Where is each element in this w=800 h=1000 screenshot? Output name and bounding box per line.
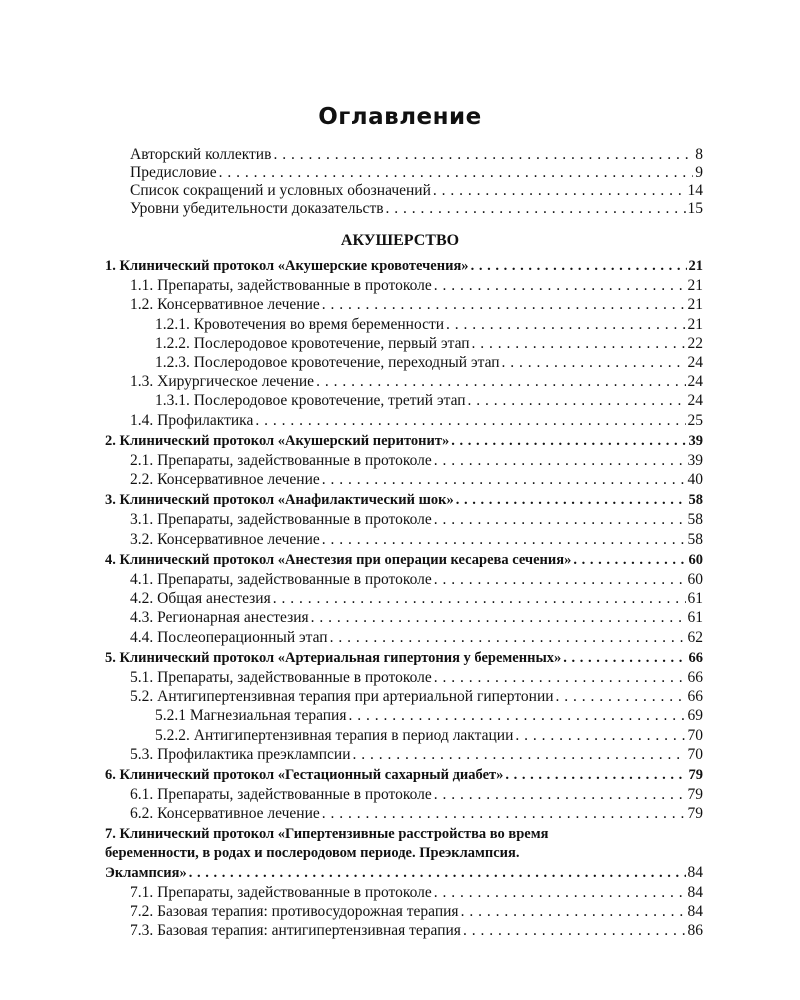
toc-entry[interactable] — [105, 470, 703, 489]
leader-dots — [353, 745, 686, 764]
leader-dots — [573, 551, 686, 570]
leader-dots — [386, 200, 686, 218]
toc-label: Эклампсия» — [105, 865, 187, 882]
toc-label: Авторский коллектив — [130, 146, 272, 163]
toc-label: 1.3.1. Послеродовое кровотечение, третий этап — [155, 392, 466, 410]
toc-entry[interactable] — [105, 745, 703, 764]
toc-page: 58 — [687, 511, 703, 529]
toc-page: 21 — [687, 277, 703, 295]
leader-dots — [515, 726, 685, 745]
toc-entry[interactable] — [105, 530, 703, 549]
toc-label: 1.3. Хирургическое лечение — [130, 373, 315, 391]
toc-entry[interactable] — [130, 146, 703, 164]
leader-dots — [434, 451, 686, 470]
toc-entry[interactable] — [105, 726, 703, 745]
toc-page: 84 — [687, 864, 703, 882]
toc-entry[interactable] — [105, 628, 703, 647]
leader-dots — [255, 411, 685, 430]
toc-entry[interactable] — [105, 902, 703, 921]
leader-dots — [456, 491, 687, 510]
toc-label: 5.1. Препараты, задействованные в протоколе — [130, 668, 432, 686]
toc-label: 7.2. Базовая терапия: противосудорожная терапия — [130, 902, 459, 920]
toc-page: 84 — [687, 883, 703, 901]
toc-entry[interactable] — [105, 372, 703, 391]
toc-protocol-7-line1[interactable]: 7. Клинический протокол «Гипертензивные расстройства во время — [105, 826, 549, 843]
leader-dots — [433, 182, 686, 200]
toc-protocol-entry[interactable] — [105, 551, 703, 570]
toc-entry[interactable] — [130, 164, 703, 182]
toc-page: 40 — [687, 471, 703, 489]
toc-page: 24 — [687, 392, 703, 410]
leader-dots — [348, 706, 685, 725]
toc-page: 24 — [687, 353, 703, 371]
toc-page: 24 — [687, 373, 703, 391]
toc-label: 6. Клинический протокол «Гестационный сахарный диабет» — [105, 766, 504, 783]
toc-entry[interactable] — [105, 804, 703, 823]
toc-label: Список сокращений и условных обозначений — [130, 182, 431, 199]
toc-protocol-entry[interactable] — [105, 257, 703, 276]
toc-page: 79 — [687, 786, 703, 804]
toc-label: 1.2.2. Послеродовое кровотечение, первый этап — [155, 334, 470, 352]
toc-entry[interactable] — [105, 276, 703, 295]
toc-entry[interactable] — [105, 510, 703, 529]
leader-dots — [563, 649, 686, 668]
toc-page: 79 — [688, 766, 703, 783]
toc-page: 66 — [687, 688, 703, 706]
toc-entry[interactable] — [130, 200, 703, 218]
toc-label: 2.2. Консервативное лечение — [130, 471, 320, 489]
toc-entry[interactable] — [105, 451, 703, 470]
leader-dots — [322, 470, 686, 489]
toc-label: 3.2. Консервативное лечение — [130, 530, 320, 548]
toc-label: 4.4. Послеоперационный этап — [130, 628, 328, 646]
toc-page: 14 — [687, 182, 703, 199]
toc-label: 7.3. Базовая терапия: антигипертензивная терапия — [130, 922, 461, 939]
leader-dots — [322, 804, 686, 823]
leader-dots — [189, 864, 686, 883]
toc-entry[interactable] — [105, 353, 703, 372]
toc-entry[interactable] — [130, 182, 703, 200]
toc-label: 4.3. Регионарная анестезия — [130, 609, 309, 627]
toc-entry[interactable] — [105, 706, 703, 725]
toc-entry[interactable] — [105, 687, 703, 706]
toc-page: 79 — [687, 805, 703, 823]
toc-page: 60 — [688, 551, 703, 568]
toc-page: 66 — [688, 649, 703, 666]
toc-page: 60 — [687, 571, 703, 588]
toc-entry[interactable] — [105, 921, 703, 940]
page-title: Оглавление — [318, 104, 482, 130]
front-matter-list — [130, 146, 703, 218]
toc-page: 58 — [687, 530, 703, 548]
toc-entry[interactable] — [105, 411, 703, 430]
toc-page: 21 — [687, 315, 703, 333]
toc-page: 66 — [687, 668, 703, 686]
leader-dots — [434, 785, 686, 804]
leader-dots — [502, 353, 686, 372]
toc-page: 39 — [688, 432, 703, 449]
leader-dots — [434, 668, 686, 687]
toc-page: 15 — [687, 200, 703, 217]
toc-label: 4.1. Препараты, задействованные в протоколе — [130, 571, 432, 588]
toc-protocol-entry[interactable] — [105, 766, 703, 785]
leader-dots — [434, 570, 686, 589]
leader-dots — [451, 432, 686, 451]
leader-dots — [556, 687, 686, 706]
toc-protocol-entry[interactable] — [105, 649, 703, 668]
toc-entry[interactable] — [105, 785, 703, 804]
toc-page: 69 — [687, 707, 703, 725]
toc-page: 21 — [687, 296, 703, 314]
leader-dots — [472, 334, 686, 353]
toc-main-list — [105, 255, 703, 940]
toc-label: 3. Клинический протокол «Анафилактический шок» — [105, 492, 454, 509]
toc-label: 4.2. Общая анестезия — [130, 590, 271, 608]
toc-entry[interactable] — [105, 570, 703, 589]
leader-dots — [273, 589, 686, 608]
toc-page: 8 — [695, 146, 703, 163]
toc-label: Предисловие — [130, 164, 217, 181]
leader-dots — [322, 530, 686, 549]
toc-page: 70 — [687, 726, 703, 744]
toc-label: 5. Клинический протокол «Артериальная гипертония у беременных» — [105, 649, 562, 666]
leader-dots — [434, 276, 686, 295]
toc-entry[interactable] — [105, 668, 703, 687]
leader-dots — [322, 295, 686, 314]
toc-page: 84 — [687, 902, 703, 920]
toc-page: 21 — [688, 258, 703, 274]
toc-label: Уровни убедительности доказательств — [130, 200, 384, 217]
leader-dots — [505, 766, 686, 785]
toc-label: 5.2.2. Антигипертензивная терапия в период лактации — [155, 726, 514, 744]
section-heading: АКУШЕРСТВО — [340, 232, 460, 249]
toc-page: 62 — [687, 628, 703, 646]
toc-entry[interactable] — [105, 334, 703, 353]
toc-label: 1.2. Консервативное лечение — [130, 296, 320, 314]
toc-page: 9 — [695, 164, 703, 181]
toc-protocol-entry[interactable] — [105, 491, 703, 510]
toc-label: 2. Клинический протокол «Акушерский перитонит» — [105, 432, 450, 449]
toc-protocol-7-line2[interactable]: беременности, в родах и послеродовом периоде. Преэклампсия. — [105, 845, 520, 862]
toc-label: 5.2. Антигипертензивная терапия при артериальной гипертонии — [130, 688, 554, 706]
toc-label: 4. Клинический протокол «Анестезия при операции кесарева сечения» — [105, 551, 572, 568]
leader-dots — [316, 372, 685, 391]
leader-dots — [311, 608, 686, 627]
toc-entry[interactable] — [105, 315, 703, 334]
toc-page: 61 — [687, 590, 703, 608]
toc-label: 7.1. Препараты, задействованные в протоколе — [130, 883, 432, 901]
toc-entry[interactable] — [105, 295, 703, 314]
toc-label: 5.2.1 Магнезиальная терапия — [155, 707, 347, 725]
toc-protocol-entry[interactable] — [105, 432, 703, 451]
leader-dots — [461, 902, 686, 921]
toc-entry[interactable] — [105, 589, 703, 608]
leader-dots — [446, 315, 685, 334]
toc-label: 1. Клинический протокол «Акушерские кровотечения» — [105, 258, 469, 274]
leader-dots — [471, 257, 687, 276]
leader-dots — [330, 628, 686, 647]
toc-label: 1.1. Препараты, задействованные в протоколе — [130, 277, 432, 295]
toc-label: 2.1. Препараты, задействованные в протоколе — [130, 451, 432, 469]
toc-page: 22 — [687, 334, 703, 352]
toc-label: 6.2. Консервативное лечение — [130, 805, 320, 823]
toc-page: 61 — [687, 609, 703, 627]
toc-label: 1.2.3. Послеродовое кровотечение, переходный этап — [155, 353, 500, 371]
toc-label: 6.1. Препараты, задействованные в протоколе — [130, 786, 432, 804]
toc-protocol-entry[interactable] — [105, 863, 703, 882]
toc-page: 86 — [687, 922, 703, 939]
toc-page: 39 — [687, 451, 703, 469]
toc-label: 5.3. Профилактика преэклампсии — [130, 745, 351, 763]
leader-dots — [219, 164, 694, 182]
leader-dots — [463, 921, 686, 940]
toc-page: 70 — [687, 745, 703, 763]
toc-label: 1.4. Профилактика — [130, 411, 254, 429]
toc-entry[interactable] — [105, 391, 703, 410]
toc-page: 58 — [688, 492, 703, 509]
toc-label: 3.1. Препараты, задействованные в протоколе — [130, 511, 432, 529]
leader-dots — [434, 883, 686, 902]
toc-entry[interactable] — [105, 883, 703, 902]
toc-label: 1.2.1. Кровотечения во время беременности — [155, 315, 445, 333]
leader-dots — [468, 391, 686, 410]
toc-page: 25 — [687, 411, 703, 429]
leader-dots — [273, 146, 693, 164]
toc-entry[interactable] — [105, 608, 703, 627]
leader-dots — [434, 510, 686, 529]
